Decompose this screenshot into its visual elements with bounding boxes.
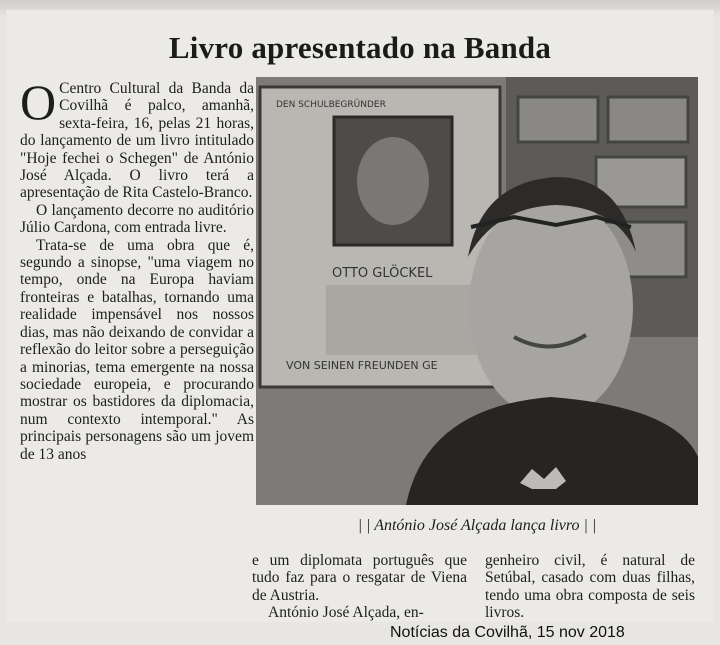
drop-cap: O (20, 74, 57, 130)
source-line: Notícias da Covilhã, 15 nov 2018 (390, 624, 625, 641)
paragraph-1: Centro Cultural da Banda da Covilhã é palco, amanhã, sexta-feira, 16, pelas 21 horas, do lançamento de um livro intitulado "Hoje fechei o Schegen" de António José Alçada. O livro terá a apresentação de Rita Castelo-Branco. (20, 80, 254, 202)
article-column-3 (485, 552, 695, 622)
article-column-1 (20, 74, 254, 463)
article-column-2 (252, 552, 467, 622)
plaque-line-3: VON SEINEN FREUNDEN GE (286, 359, 438, 372)
column-2-text: e um diplomata português que tudo faz para o resgatar de Viena de Austria. (252, 552, 467, 604)
paragraph-3: Trata-se de uma obra que é, segundo a sinopse, "uma viagem no tempo, onde na Europa haviam fronteiras e batalhas, tornando uma realidade impensável nos nossos dias, mas não deixando de convidar a reflexão do leitor sobre a perseguição a minorias, tema emergente na nossa sociedade europeia, e procurando mostrar os bastidores da diplomacia, num contexto intemporal." As principais personagens são um jovem de 13 anos (20, 236, 254, 463)
plaque-line-2: OTTO GLÖCKEL (332, 266, 433, 281)
column-2-text-b: António José Alçada, en- (268, 604, 424, 622)
paragraph-2: O lançamento decorre no auditório Júlio Cardona, com entrada livre. (20, 201, 254, 237)
photo-caption: | | António José Alçada lança livro | | (357, 517, 597, 534)
plaque-line-1: DEN SCHULBEGRÜNDER (276, 100, 386, 110)
column-3-text: genheiro civil, é natural de Setúbal, casado com duas filhas, tendo uma obra composta de seis livros. (485, 552, 695, 622)
headline: Livro apresentado na Banda (168, 30, 552, 65)
article-photo (256, 77, 698, 505)
